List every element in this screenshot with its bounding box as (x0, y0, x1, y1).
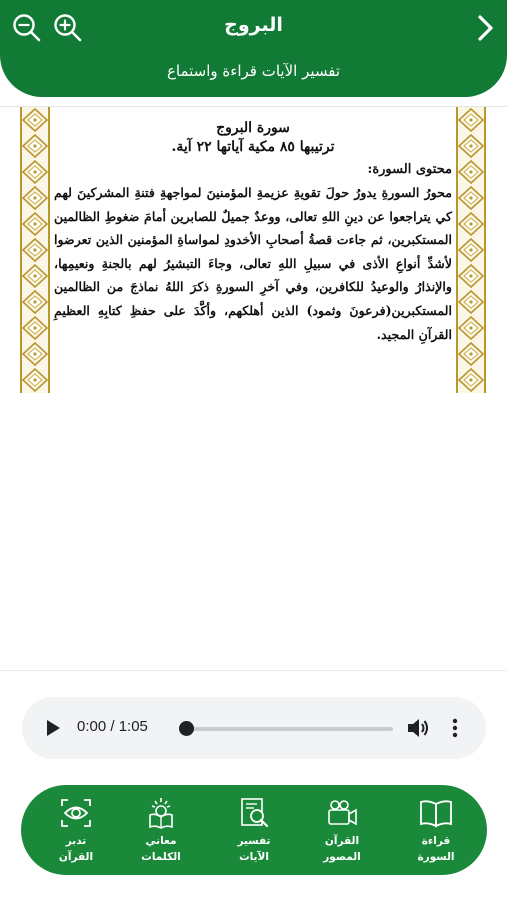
play-icon[interactable] (44, 718, 62, 738)
book-icon (418, 797, 454, 829)
sura-info: ترتيبها ٨٥ مكية آياتها ٢٢ آية. (171, 139, 335, 155)
page-subtitle: تفسير الآيات قراءة واستماع (166, 62, 341, 80)
nav-tadabbur-label-2: القرآن (58, 851, 94, 863)
nav-tafsir-label-1: تفسير (237, 835, 271, 847)
eye-focus-icon (59, 797, 93, 829)
nav-tadabbur[interactable] (41, 797, 111, 865)
nav-read-sura-label-1: قراءة (421, 835, 451, 847)
nav-tadabbur-label-1: تدبر (65, 835, 87, 847)
chevron-right-icon[interactable] (472, 14, 498, 42)
nav-quran-video-label-2: المصور (323, 851, 361, 863)
bottom-navigation (21, 785, 487, 875)
search-document-icon (237, 797, 271, 829)
nav-tafsir-label-2: الآيات (239, 851, 269, 863)
sura-content-card (20, 107, 486, 393)
content-divider (0, 670, 507, 671)
ornament-border-right (456, 107, 486, 393)
video-camera-icon (325, 797, 359, 829)
seek-thumb[interactable] (179, 721, 194, 736)
audio-player (22, 697, 486, 759)
time-display: 0:00 / 1:05 (77, 718, 148, 735)
nav-read-sura-label-2: السورة (417, 851, 455, 863)
nav-quran-video[interactable] (307, 797, 377, 865)
seek-bar[interactable] (184, 727, 393, 731)
section-label: محتوى السورة: (367, 162, 452, 177)
volume-icon[interactable] (406, 717, 430, 739)
sura-summary: محورُ السورةِ يدورُ حولَ تقويةِ عزيمةِ المؤمنينَ لمواجهةِ فتنةِ المشركينَ لهم كي يتراجعوا عن دينِ اللهِ تعالى، ووعدٌ جميلٌ للصابرين أمامَ ضغوطِ الظالمين المستكبرين، ثم جاءت قصةُ أصحابِ الأخدودِ لمواساةِ المؤمنين الذين تعرضوا لأشدِّ أنواعِ الأذى في سبيلِ اللهِ تعالى، وجاءَ التبشيرُ لهم بالجنةِ ونعيمِها، والإنذارُ والوعيدُ للكافرين، وفي آخرِ السورةِ ذكرَ اللهُ نماذجَ من الظالمين المستكبرين(فرعونَ وثمود) الذين أهلكهم، وأكَّدَ على حفظِ كتابِهِ العظيمِ القرآنِ المجيد. (54, 185, 452, 342)
nav-word-meanings-label-1: معاني (145, 835, 177, 847)
nav-tafsir[interactable] (219, 797, 289, 865)
nav-word-meanings-label-2: الكلمات (141, 851, 181, 863)
app-header (0, 0, 507, 97)
nav-read-sura[interactable] (401, 797, 471, 865)
lightbulb-icon (144, 797, 178, 829)
nav-word-meanings[interactable] (126, 797, 196, 865)
sura-name: سورة البروج (216, 120, 290, 136)
sura-text (54, 119, 452, 346)
page-title: البروج (224, 14, 283, 36)
ornament-border-left (20, 107, 50, 393)
more-options-icon[interactable] (447, 717, 463, 739)
nav-quran-video-label-1: القرآن (324, 835, 360, 847)
